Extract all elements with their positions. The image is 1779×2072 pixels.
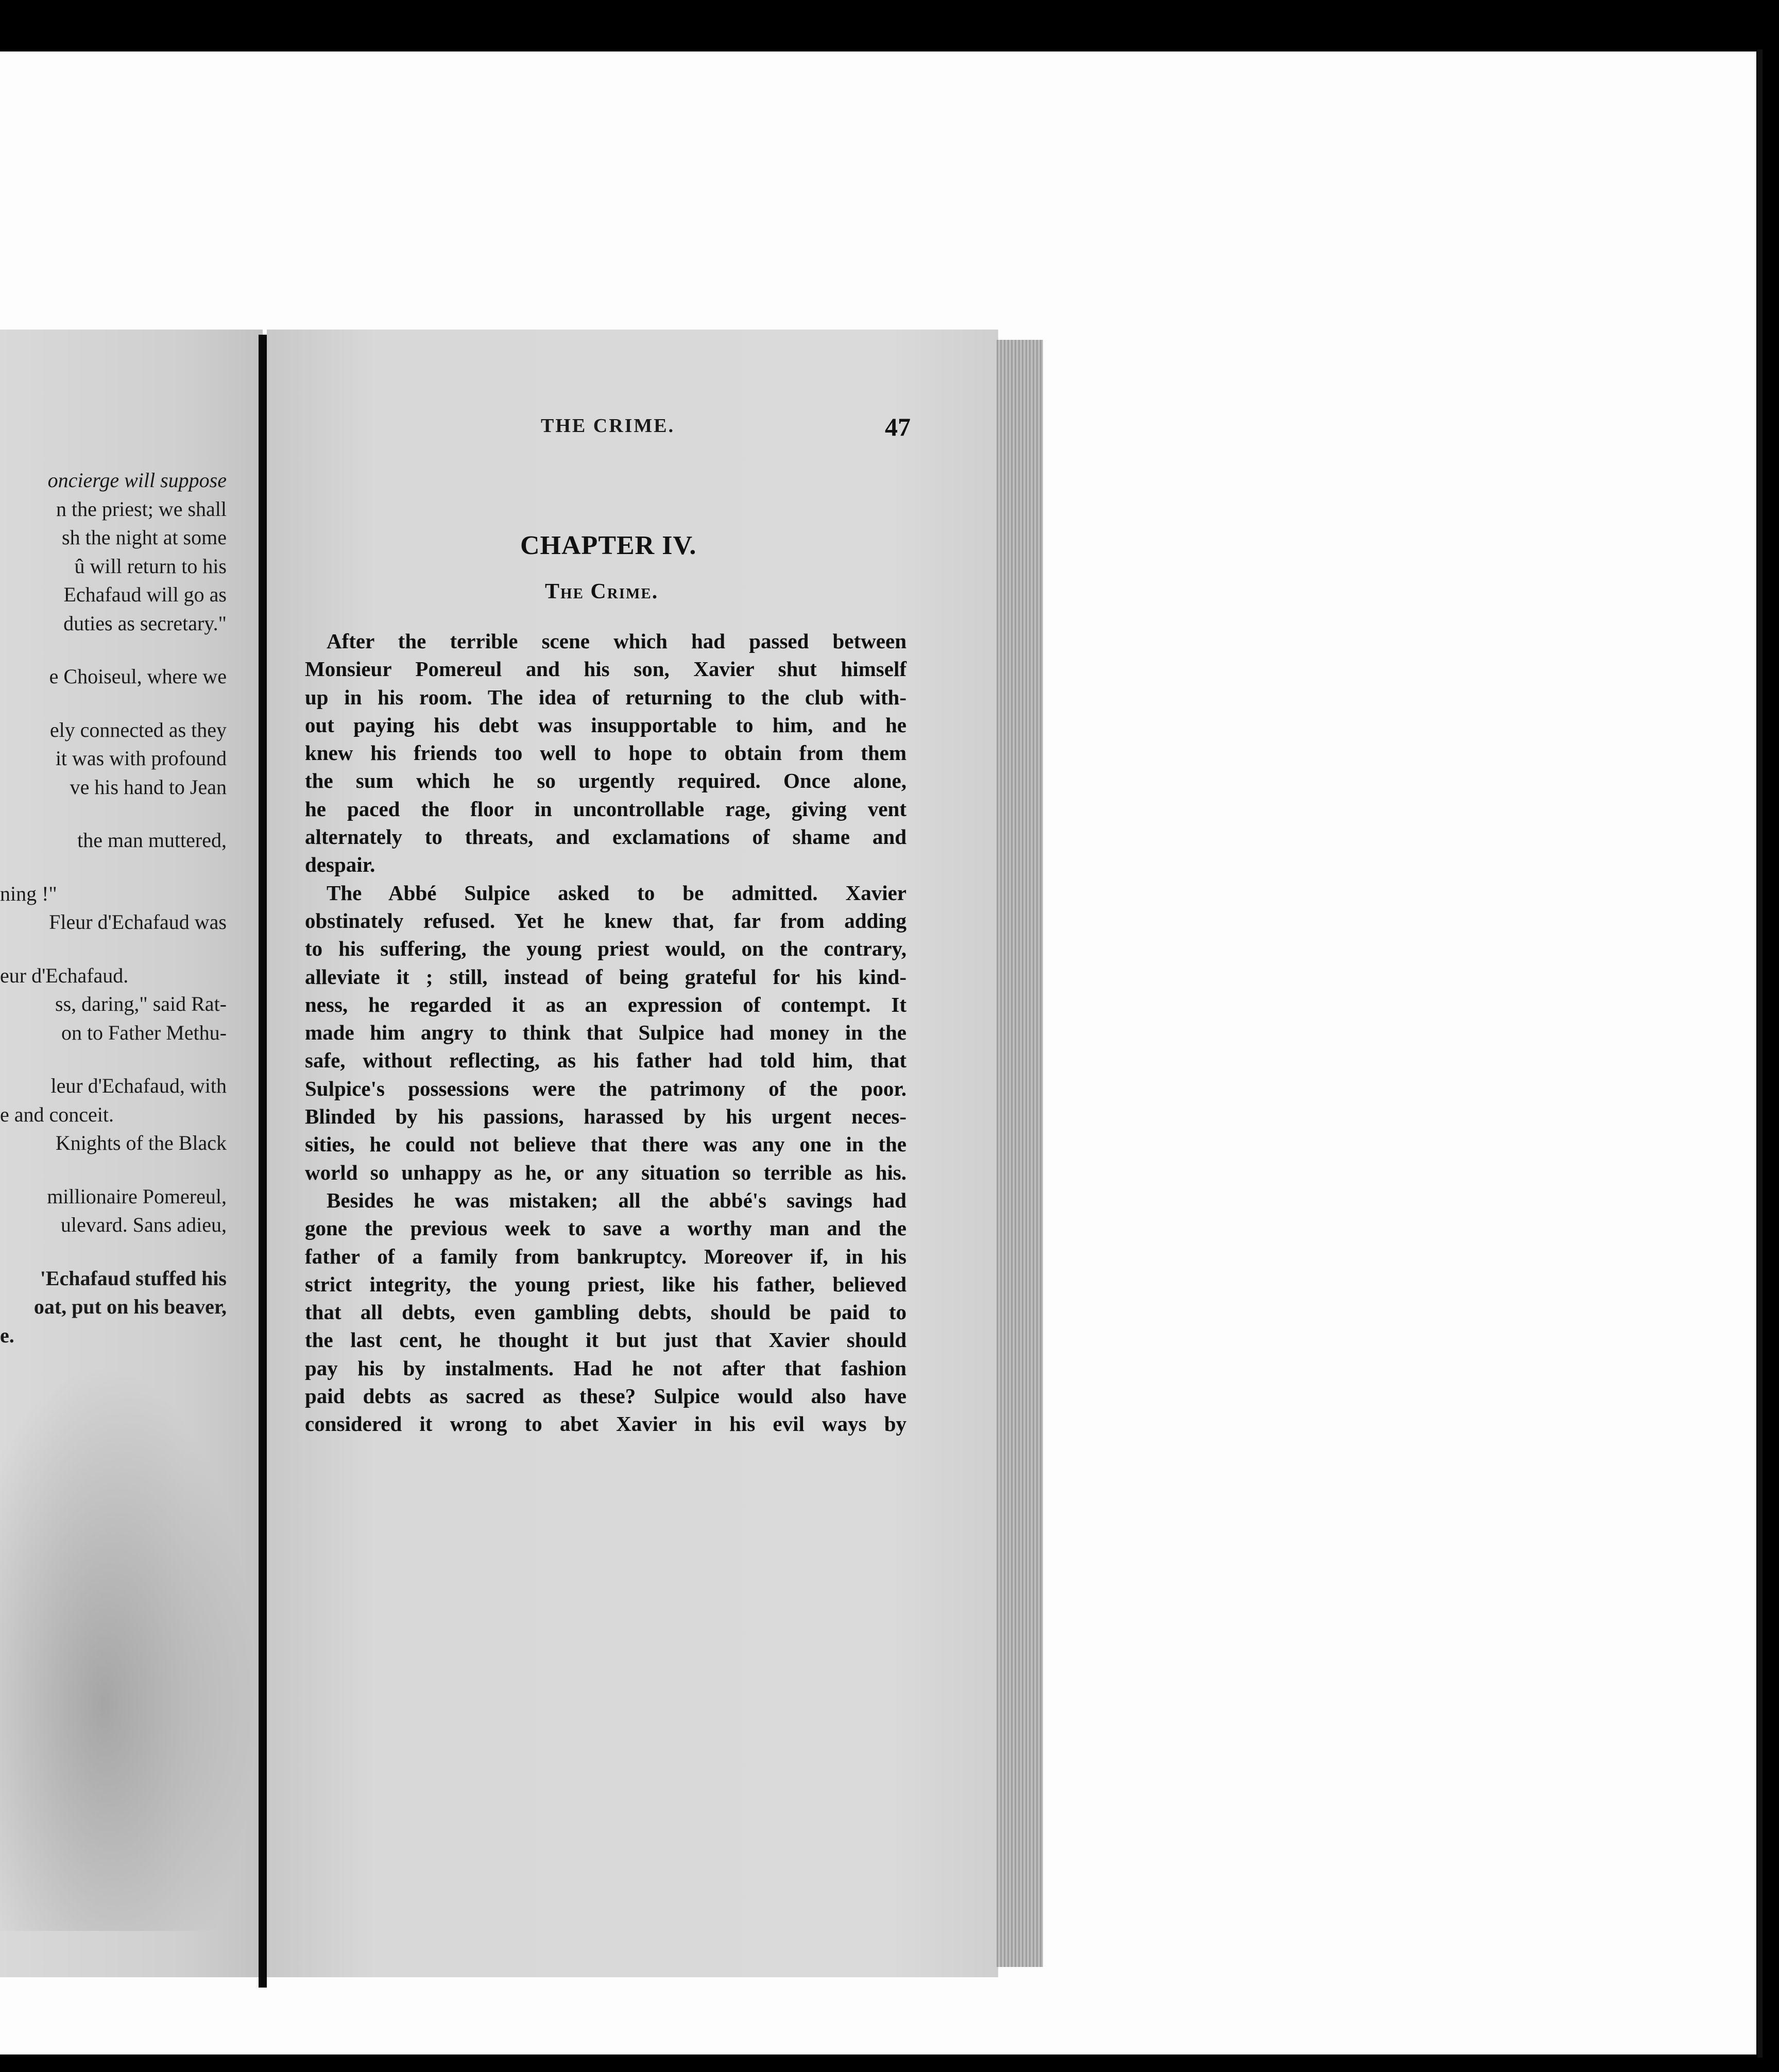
- running-head: THE CRIME.: [541, 415, 675, 437]
- body-line: gone the previous week to save a worthy man and the: [305, 1216, 906, 1240]
- left-line: û will return to his: [74, 554, 227, 578]
- body-line: despair.: [305, 853, 375, 877]
- body-line: the sum which he so urgently required. Once alone,: [305, 769, 906, 793]
- body-line: to his suffering, the young priest would, on the contrary,: [305, 937, 906, 961]
- sheet-edge-line: [1757, 49, 1763, 2058]
- chapter-body: [305, 627, 906, 1438]
- body-line: ness, he regarded it as an expression of contempt. It: [305, 992, 906, 1016]
- left-gap: [0, 1158, 227, 1182]
- left-gap: [0, 691, 227, 716]
- body-line: world so unhappy as he, or any situation so terrible as his.: [305, 1160, 906, 1184]
- left-line: e and conceit.: [0, 1102, 114, 1126]
- left-line: ning !": [0, 882, 57, 905]
- body-line: the last cent, he thought it but just that Xavier should: [305, 1328, 906, 1352]
- left-gap: [0, 1239, 227, 1264]
- body-line: Besides he was mistaken; all the abbé's savings had: [327, 1188, 906, 1212]
- left-line: e Choiseul, where we: [49, 665, 227, 688]
- chapter-title: CHAPTER IV.: [520, 531, 697, 560]
- left-line: ss, daring," said Rat-: [55, 992, 227, 1015]
- left-line: 'Echafaud stuffed his: [40, 1266, 227, 1290]
- left-line: on to Father Methu-: [61, 1021, 227, 1044]
- left-gap: [0, 855, 227, 879]
- left-gap: [0, 801, 227, 826]
- left-line: ely connected as they: [49, 718, 227, 741]
- body-line: Sulpice's possessions were the patrimony of the poor.: [305, 1076, 906, 1100]
- left-line: oncierge will suppose: [47, 469, 227, 492]
- left-line: Knights of the Black: [55, 1131, 227, 1154]
- body-line: up in his room. The idea of returning to the club with-: [305, 685, 906, 709]
- left-line: eur d'Echafaud.: [0, 963, 129, 987]
- body-line: The Abbé Sulpice asked to be admitted. Xavier: [327, 880, 906, 905]
- left-line: Fleur d'Echafaud was: [49, 910, 227, 934]
- left-line: millionaire Pomereul,: [47, 1184, 227, 1208]
- left-page-shadow: [0, 1365, 258, 1931]
- left-gap: [0, 637, 227, 662]
- body-line: alleviate it ; still, instead of being grateful for his kind-: [305, 964, 906, 989]
- body-line: alternately to threats, and exclamations of shame and: [305, 825, 906, 849]
- left-line: sh the night at some: [62, 526, 227, 549]
- left-line: oat, put on his beaver,: [33, 1295, 227, 1318]
- body-line: out paying his debt was insupportable to him, and he: [305, 713, 906, 737]
- body-line: paid debts as sacred as these? Sulpice would also have: [305, 1384, 906, 1408]
- body-line: pay his by instalments. Had he not after that fashion: [305, 1356, 906, 1380]
- left-line: Echafaud will go as: [63, 583, 227, 606]
- body-line: made him angry to think that Sulpice had money in the: [305, 1021, 906, 1045]
- body-line: father of a family from bankruptcy. Moreover if, in his: [305, 1244, 906, 1268]
- left-line: ve his hand to Jean: [70, 775, 227, 799]
- book-spine: [259, 335, 267, 1988]
- page-number: 47: [885, 412, 911, 441]
- left-line: ulevard. Sans adieu,: [60, 1213, 227, 1236]
- chapter-subtitle: The Crime.: [545, 580, 659, 603]
- body-line: that all debts, even gambling debts, should be paid to: [305, 1300, 906, 1324]
- page-edges: [997, 340, 1043, 1967]
- body-line: obstinately refused. Yet he knew that, far from adding: [305, 908, 906, 933]
- left-line: the man muttered,: [77, 828, 227, 852]
- left-page-text: [0, 466, 227, 1350]
- body-line: Monsieur Pomereul and his son, Xavier shut himself: [305, 657, 906, 681]
- body-line: Blinded by his passions, harassed by his urgent neces-: [305, 1104, 906, 1129]
- left-line: leur d'Echafaud, with: [50, 1074, 227, 1097]
- left-gap: [0, 1047, 227, 1072]
- left-line: duties as secretary.": [63, 611, 227, 635]
- body-line: considered it wrong to abet Xavier in his evil ways by: [305, 1412, 906, 1436]
- body-line: sities, he could not believe that there was any one in the: [305, 1132, 906, 1156]
- left-line: e.: [0, 1323, 14, 1347]
- body-line: he paced the floor in uncontrollable rage, giving vent: [305, 797, 906, 821]
- left-line: n the priest; we shall: [56, 497, 227, 521]
- body-line: safe, without reflecting, as his father had told him, that: [305, 1048, 906, 1073]
- body-line: strict integrity, the young priest, like his father, believed: [305, 1272, 906, 1296]
- body-line: After the terrible scene which had passed between: [327, 629, 906, 653]
- body-line: knew his friends too well to hope to obtain from them: [305, 741, 906, 765]
- left-line: it was with profound: [55, 747, 227, 770]
- left-gap: [0, 937, 227, 961]
